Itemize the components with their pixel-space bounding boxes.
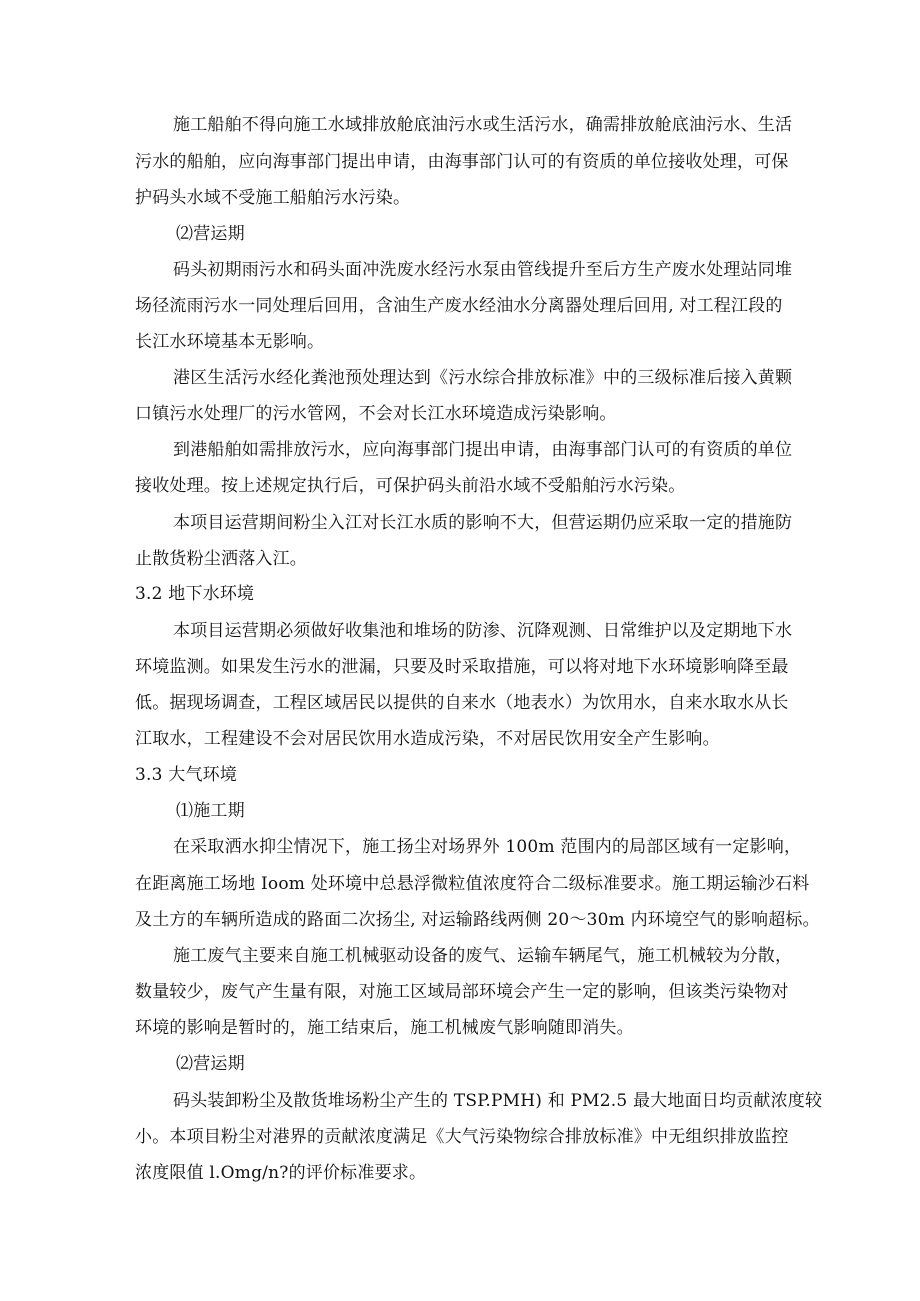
section-heading: 3.3 大气环境 <box>135 765 238 785</box>
paragraph-line: 环境的影响是暂时的，施工结束后，施工机械废气影响随即消失。 <box>135 1018 634 1038</box>
subsection-heading: ⑵营运期 <box>176 224 245 244</box>
paragraph-line: 护码头水域不受施工船舶污水污染。 <box>135 188 411 208</box>
paragraph-line: 低。据现场调查，工程区域居民以提供的自来水（地表水）为饮用水，自来水取水从长 <box>135 693 789 713</box>
paragraph-line: 江取水，工程建设不会对居民饮用水造成污染，不对居民饮用安全产生影响。 <box>135 729 720 749</box>
section-heading: 3.2 地下水环境 <box>135 584 255 604</box>
paragraph-line: 数量较少，废气产生量有限，对施工区域局部环境会产生一定的影响，但该类污染物对 <box>135 982 789 1002</box>
paragraph-line: 场径流雨污水一同处理后回用，含油生产废水经油水分离器处理后回用, 对工程江段的 <box>135 296 783 316</box>
paragraph-line: 港区生活污水经化粪池预处理达到《污水综合排放标准》中的三级标准后接入黄颗 <box>173 368 793 388</box>
paragraph-line: 码头装卸粉尘及散货堆场粉尘产生的 TSP.PMH) 和 PM2.5 最大地面日均贡献浓度较 <box>173 1091 823 1111</box>
paragraph-line: 本项目运营期必须做好收集池和堆场的防渗、沉降观测、日常维护以及定期地下水 <box>173 621 793 641</box>
paragraph-line: 到港船舶如需排放污水，应向海事部门提出申请，由海事部门认可的有资质的单位 <box>173 440 793 460</box>
paragraph-line: 长江水环境基本无影响。 <box>135 332 325 352</box>
subsection-heading: ⑴施工期 <box>176 801 245 821</box>
paragraph-line: 本项目运营期间粉尘入江对长江水质的影响不大，但营运期仍应采取一定的措施防 <box>173 513 793 533</box>
paragraph-line: 小。本项目粉尘对港界的贡献浓度满足《大气污染物综合排放标准》中无组织排放监控 <box>135 1127 789 1147</box>
subsection-heading: ⑵营运期 <box>176 1054 245 1074</box>
paragraph-line: 止散货粉尘洒落入江。 <box>135 549 307 569</box>
paragraph-line: 施工废气主要来自施工机械驱动设备的废气、运输车辆尾气，施工机械较为分散， <box>173 946 793 966</box>
paragraph-line: 在距离施工场地 Ioom 处环境中总悬浮微粒值浓度符合二级标准要求。施工期运输沙石料 <box>135 874 810 894</box>
paragraph-line: 污水的船舶，应向海事部门提出申请，由海事部门认可的有资质的单位接收处理，可保 <box>135 152 789 172</box>
paragraph-line: 在采取洒水抑尘情况下，施工扬尘对场界外 100m 范围内的局部区域有一定影响， <box>173 837 802 857</box>
paragraph-line: 口镇污水处理厂的污水管网，不会对长江水环境造成污染影响。 <box>135 404 617 424</box>
paragraph-line: 及土方的车辆所造成的路面二次扬尘, 对运输路线两侧 20～30m 内环境空气的影响超标。 <box>135 910 820 930</box>
paragraph-line: 施工船舶不得向施工水域排放舱底油污水或生活污水，确需排放舱底油污水、生活 <box>173 115 793 135</box>
paragraph-line: 码头初期雨污水和码头面冲洗废水经污水泵由管线提升至后方生产废水处理站同堆 <box>173 260 793 280</box>
paragraph-line: 接收处理。按上述规定执行后，可保护码头前沿水域不受船舶污水污染。 <box>135 476 686 496</box>
paragraph-line: 浓度限值 l.Omg/n?的评价标准要求。 <box>135 1163 427 1183</box>
paragraph-line: 环境监测。如果发生污水的泄漏，只要及时采取措施，可以将对地下水环境影响降至最 <box>135 657 789 677</box>
